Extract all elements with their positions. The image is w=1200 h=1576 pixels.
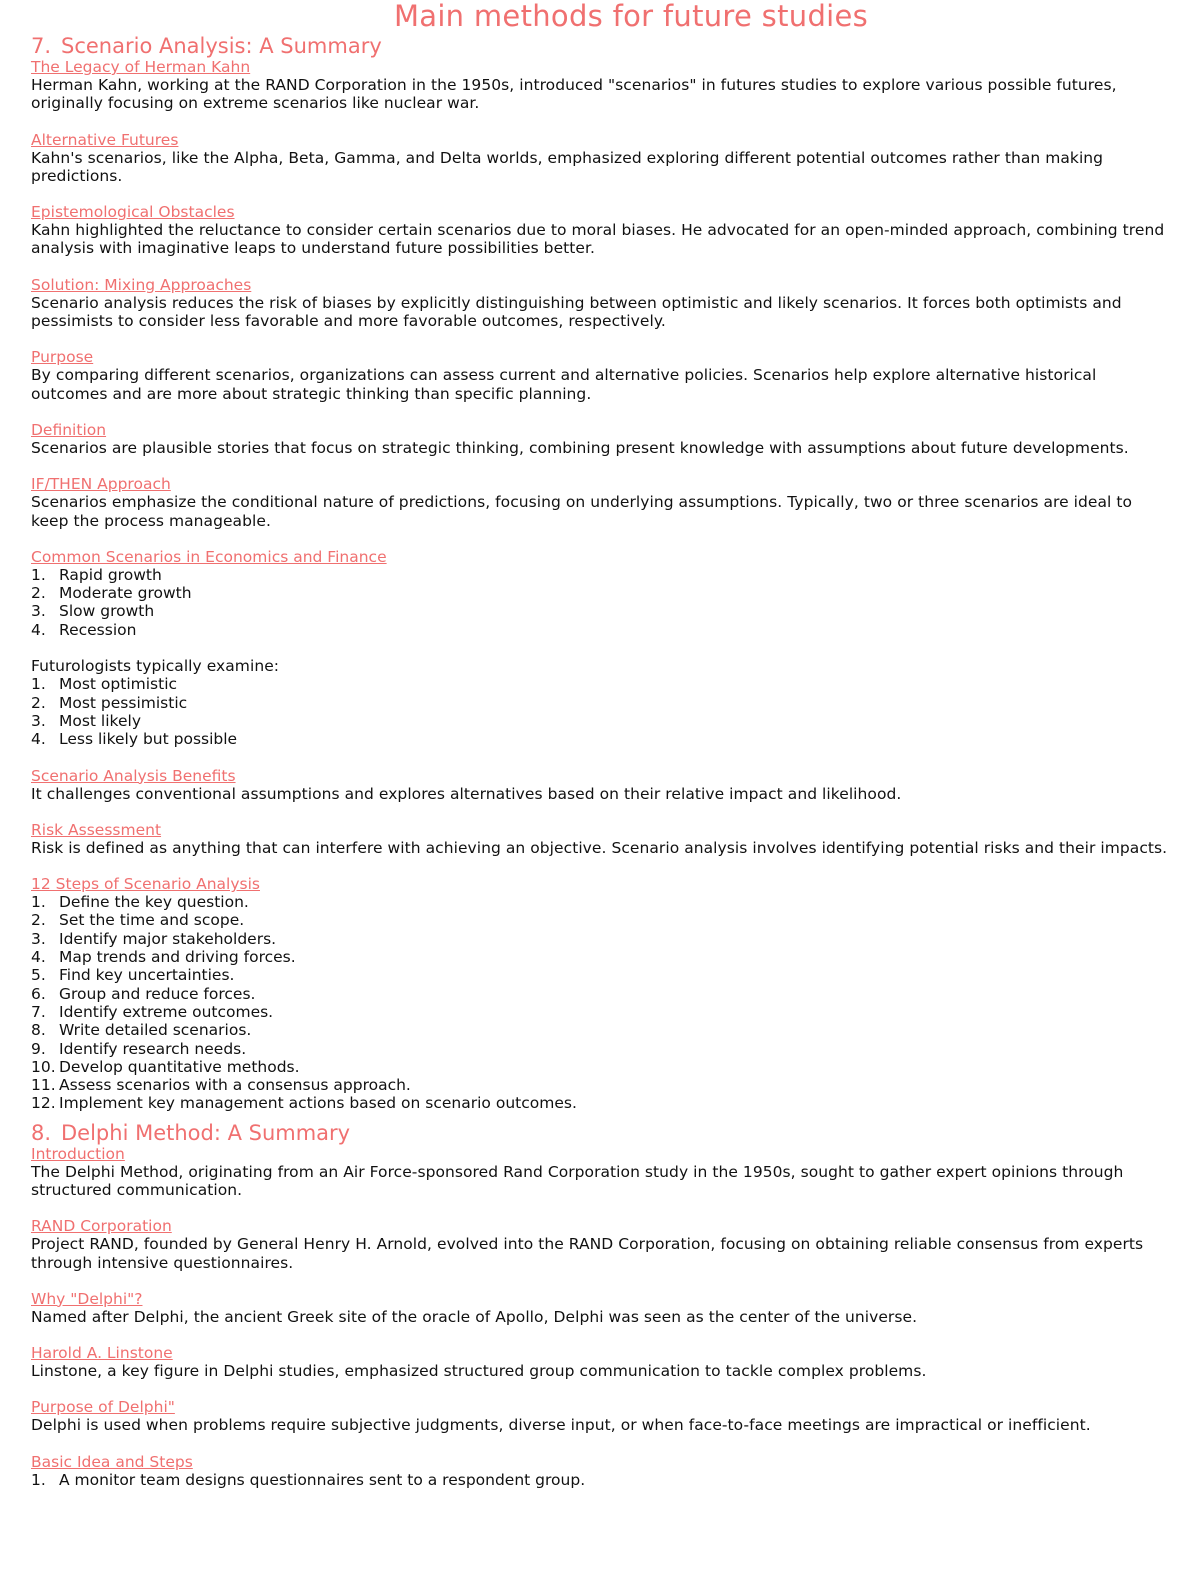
steps-list	[31, 893, 1171, 1113]
subheading: Why "Delphi"?	[31, 1289, 143, 1308]
spacer	[31, 1199, 1171, 1217]
list-item: 12. Implement key management actions based on scenario outcomes.	[31, 1094, 577, 1113]
subheading: Purpose	[31, 348, 94, 367]
block-mixing-approaches	[31, 276, 1171, 331]
list-item: 2. Moderate growth	[31, 584, 192, 603]
paragraph: Linstone, a key figure in Delphi studies, emphasized structured group communication to tackle complex problems.	[31, 1362, 927, 1381]
paragraph: Kahn's scenarios, like the Alpha, Beta, Gamma, and Delta worlds, emphasized exploring different potential outcomes rather than making predictions.	[31, 148, 1104, 185]
block-benefits	[31, 767, 1171, 803]
spacer	[31, 330, 1171, 348]
subheading: IF/THEN Approach	[31, 475, 171, 494]
list-item: 2. Set the time and scope.	[31, 911, 245, 930]
subheading: Solution: Mixing Approaches	[31, 275, 252, 294]
paragraph: Futurologists typically examine:	[31, 657, 280, 676]
spacer	[31, 1380, 1171, 1398]
block-legacy-herman-kahn	[31, 58, 1171, 113]
paragraph: Named after Delphi, the ancient Greek site of the oracle of Apollo, Delphi was seen as the center of the universe.	[31, 1307, 918, 1326]
subheading: 12 Steps of Scenario Analysis	[31, 875, 260, 894]
list-item: 4. Map trends and driving forces.	[31, 948, 296, 967]
subheading: Introduction	[31, 1144, 125, 1163]
block-epistemological-obstacles	[31, 203, 1171, 258]
block-purpose	[31, 348, 1171, 403]
spacer	[31, 1326, 1171, 1344]
section-title-text: Scenario Analysis: A Summary	[61, 34, 382, 58]
list-item: 6. Group and reduce forces.	[31, 984, 256, 1003]
list-item: 1. A monitor team designs questionnaires sent to a respondent group.	[31, 1470, 586, 1489]
spacer	[31, 857, 1171, 875]
paragraph: It challenges conventional assumptions and explores alternatives based on their relative impact and likelihood.	[31, 784, 902, 803]
subheading: RAND Corporation	[31, 1217, 172, 1236]
paragraph: The Delphi Method, originating from an Air Force-sponsored Rand Corporation study in the 1950s, sought to gather expert opinions through structured communication.	[31, 1162, 1124, 1199]
block-alternative-futures	[31, 131, 1171, 186]
subheading: Scenario Analysis Benefits	[31, 766, 236, 785]
paragraph: Risk is defined as anything that can interfere with achieving an objective. Scenario analysis involves identifying potential risks and their impacts.	[31, 838, 1168, 857]
block-if-then-approach	[31, 475, 1171, 530]
list-item: 1. Most optimistic	[31, 675, 178, 694]
list-item: 11. Assess scenarios with a consensus approach.	[31, 1076, 411, 1095]
paragraph: Herman Kahn, working at the RAND Corporation in the 1950s, introduced "scenarios" in futures studies to explore various possible futures, originally focusing on extreme scenarios like nuclear war.	[31, 76, 1117, 113]
paragraph: Scenario analysis reduces the risk of biases by explicitly distinguishing between optimistic and likely scenarios. It forces both optimists and pessimists to consider less favorable and more favorable outcomes, respectively.	[31, 293, 1122, 331]
document-page	[31, 0, 1171, 1489]
subheading: Common Scenarios in Economics and Finance	[31, 547, 387, 566]
paragraph: By comparing different scenarios, organizations can assess current and alternative policies. Scenarios help explore alternative historical outcomes and are more about strategic thinking than specific planning.	[31, 366, 1097, 403]
paragraph: Project RAND, founded by General Henry H. Arnold, evolved into the RAND Corporation, focusing on obtaining reliable consensus from experts through intensive questionnaires.	[31, 1235, 1144, 1272]
spacer	[31, 258, 1171, 276]
subheading: Harold A. Linstone	[31, 1344, 173, 1363]
list-item: 1. Rapid growth	[31, 565, 162, 584]
spacer	[31, 457, 1171, 475]
list-item: 7. Identify extreme outcomes.	[31, 1002, 274, 1021]
document-title: Main methods for future studies	[393, 0, 869, 33]
subheading: Definition	[31, 420, 107, 439]
list-item: 3. Most likely	[31, 711, 141, 730]
block-purpose-of-delphi	[31, 1398, 1171, 1434]
spacer	[31, 113, 1171, 131]
subheading: Epistemological Obstacles	[31, 203, 235, 222]
list-item: 2. Most pessimistic	[31, 693, 188, 712]
block-risk-assessment	[31, 821, 1171, 857]
section-title-delphi-method	[31, 1121, 1171, 1145]
block-rand-corporation	[31, 1217, 1171, 1272]
block-12-steps	[31, 875, 1171, 1113]
subheading: Basic Idea and Steps	[31, 1452, 193, 1471]
section-number: 7.	[31, 34, 52, 58]
basic-steps-list	[31, 1471, 1171, 1489]
block-common-scenarios	[31, 548, 1171, 749]
paragraph: Scenarios are plausible stories that focus on strategic thinking, combining present knowledge with assumptions about future developments.	[31, 438, 1129, 457]
list-item: 5. Find key uncertainties.	[31, 966, 235, 985]
list-item: 4. Less likely but possible	[31, 730, 238, 749]
spacer	[31, 1272, 1171, 1290]
spacer	[31, 749, 1171, 767]
section-title-text: Delphi Method: A Summary	[61, 1120, 351, 1145]
list-item: 9. Identify research needs.	[31, 1039, 247, 1058]
block-introduction	[31, 1145, 1171, 1200]
spacer	[31, 803, 1171, 821]
spacer	[31, 639, 1171, 657]
list-item: 4. Recession	[31, 620, 137, 639]
block-harold-linstone	[31, 1344, 1171, 1380]
list-item: 3. Identify major stakeholders.	[31, 929, 277, 948]
futurologists-list	[31, 675, 1171, 748]
subheading: Risk Assessment	[31, 820, 162, 839]
section-number: 8.	[31, 1120, 52, 1145]
block-why-delphi	[31, 1290, 1171, 1326]
paragraph: Scenarios emphasize the conditional nature of predictions, focusing on underlying assumptions. Typically, two or three scenarios are ideal to keep the process manageable.	[31, 493, 1133, 530]
spacer	[31, 530, 1171, 548]
list-item: 1. Define the key question.	[31, 893, 249, 912]
subheading: The Legacy of Herman Kahn	[31, 58, 251, 76]
common-scenarios-list	[31, 566, 1171, 639]
block-basic-idea-steps	[31, 1453, 1171, 1489]
spacer	[31, 403, 1171, 421]
list-item: 3. Slow growth	[31, 602, 155, 621]
block-definition	[31, 421, 1171, 457]
list-item: 8. Write detailed scenarios.	[31, 1021, 252, 1040]
subheading: Alternative Futures	[31, 130, 179, 149]
paragraph: Delphi is used when problems require subjective judgments, diverse input, or when face-to-face meetings are impractical or inefficient.	[31, 1416, 1091, 1435]
list-item: 10. Develop quantitative methods.	[31, 1057, 300, 1076]
spacer	[31, 185, 1171, 203]
subheading: Purpose of Delphi"	[31, 1398, 175, 1417]
section-title-scenario-analysis	[31, 34, 1171, 58]
spacer	[31, 1435, 1171, 1453]
paragraph: Kahn highlighted the reluctance to consider certain scenarios due to moral biases. He advocated for an open-minded approach, combining trend analysis with imaginative leaps to understand future possibilities better.	[31, 221, 1165, 258]
